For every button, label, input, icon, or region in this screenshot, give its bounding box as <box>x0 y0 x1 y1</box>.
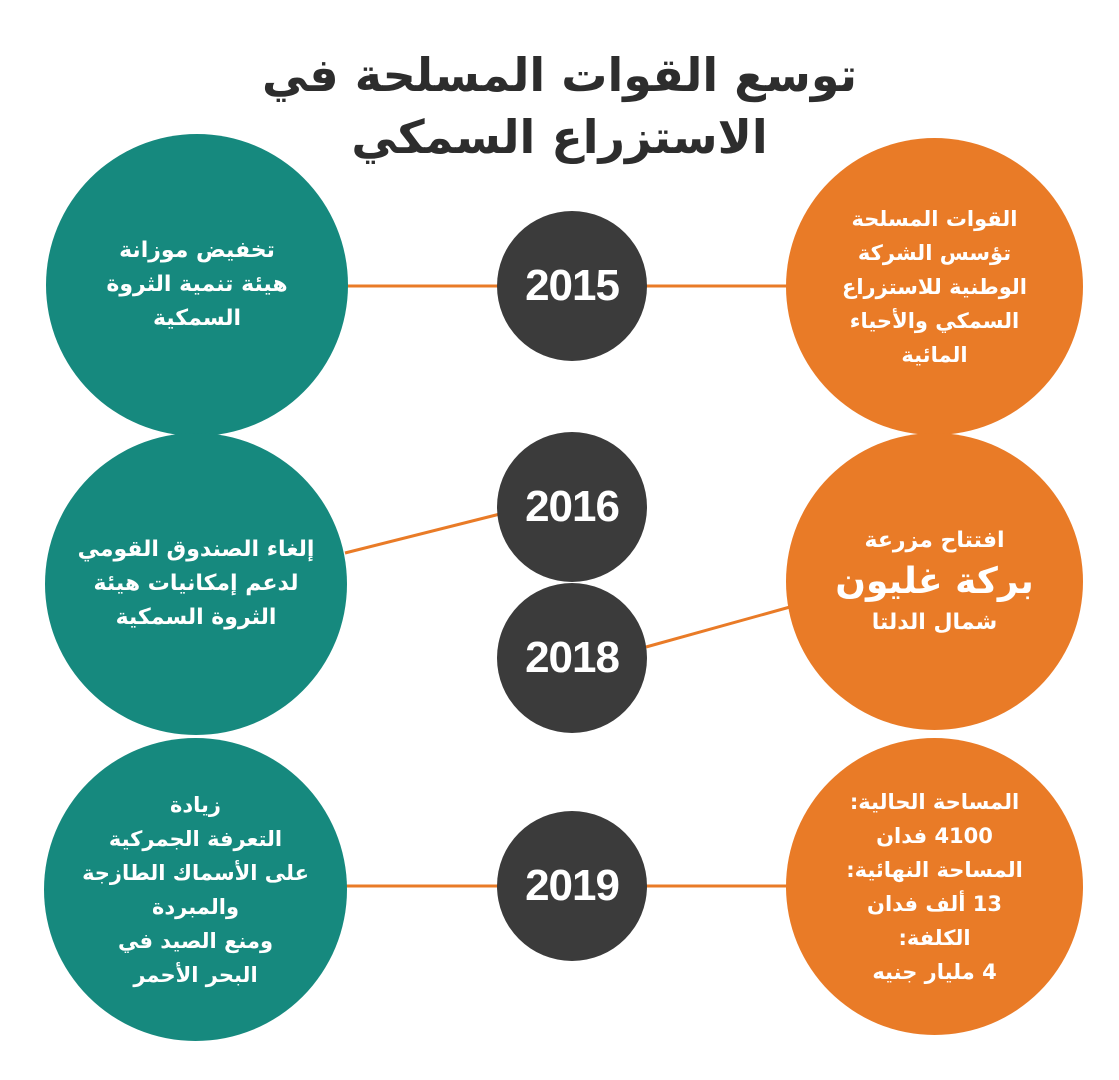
event-text: القوات المسلحة <box>851 206 1018 231</box>
year-label: 2015 <box>525 261 619 310</box>
event-text: الثروة السمكية <box>115 605 277 630</box>
event-text: والمبردة <box>151 894 240 919</box>
connector-2018-right <box>646 607 790 647</box>
event-text: المساحة الحالية: <box>849 789 1020 814</box>
event-text: السمكي والأحياء <box>849 308 1020 333</box>
event-text: المائية <box>901 342 968 367</box>
event-2015-left-circle <box>46 134 348 436</box>
event-text: تخفيض موزانة <box>119 238 275 263</box>
event-text: لدعم إمكانيات هيئة <box>93 571 299 596</box>
connector-2016-left <box>345 514 500 553</box>
event-2019-left-circle <box>44 738 347 1041</box>
event-text: 4100 فدان <box>876 823 993 848</box>
event-text: زيادة <box>169 792 222 817</box>
event-2018-right-circle <box>786 433 1083 730</box>
event-text: 4 مليار جنيه <box>872 959 997 984</box>
event-text: ومنع الصيد في <box>117 928 274 953</box>
event-text: الكلفة: <box>898 925 971 950</box>
event-text: التعرفة الجمركية <box>108 826 283 851</box>
year-2016-circle <box>497 432 647 582</box>
event-text: 13 ألف فدان <box>867 891 1002 916</box>
year-label: 2019 <box>525 861 619 910</box>
event-text: على الأسماك الطازجة <box>82 860 309 885</box>
year-2015-circle <box>497 211 647 361</box>
year-label: 2018 <box>525 633 619 682</box>
event-2016-left-circle <box>45 433 347 735</box>
event-text: هيئة تنمية الثروة <box>106 272 288 297</box>
event-text: تؤسس الشركة <box>857 240 1012 265</box>
event-text: الوطنية للاستزراع <box>842 274 1027 299</box>
event-2015-right-circle <box>786 138 1083 435</box>
event-text: افتتاح مزرعة <box>864 527 1005 553</box>
year-label: 2016 <box>525 482 619 531</box>
title-line-1: توسع القوات المسلحة في <box>262 48 857 102</box>
event-text: السمكية <box>152 306 242 331</box>
event-text: البحر الأحمر <box>133 962 258 987</box>
year-2018-circle <box>497 583 647 733</box>
event-text: شمال الدلتا <box>871 609 998 635</box>
event-2019-right-circle <box>786 738 1083 1035</box>
event-text: إلغاء الصندوق القومي <box>77 537 315 562</box>
title-line-2: الاستزراع السمكي <box>351 110 768 164</box>
event-text: المساحة النهائية: <box>846 857 1023 882</box>
farm-name: بركة غليون <box>835 560 1034 602</box>
year-2019-circle <box>497 811 647 961</box>
